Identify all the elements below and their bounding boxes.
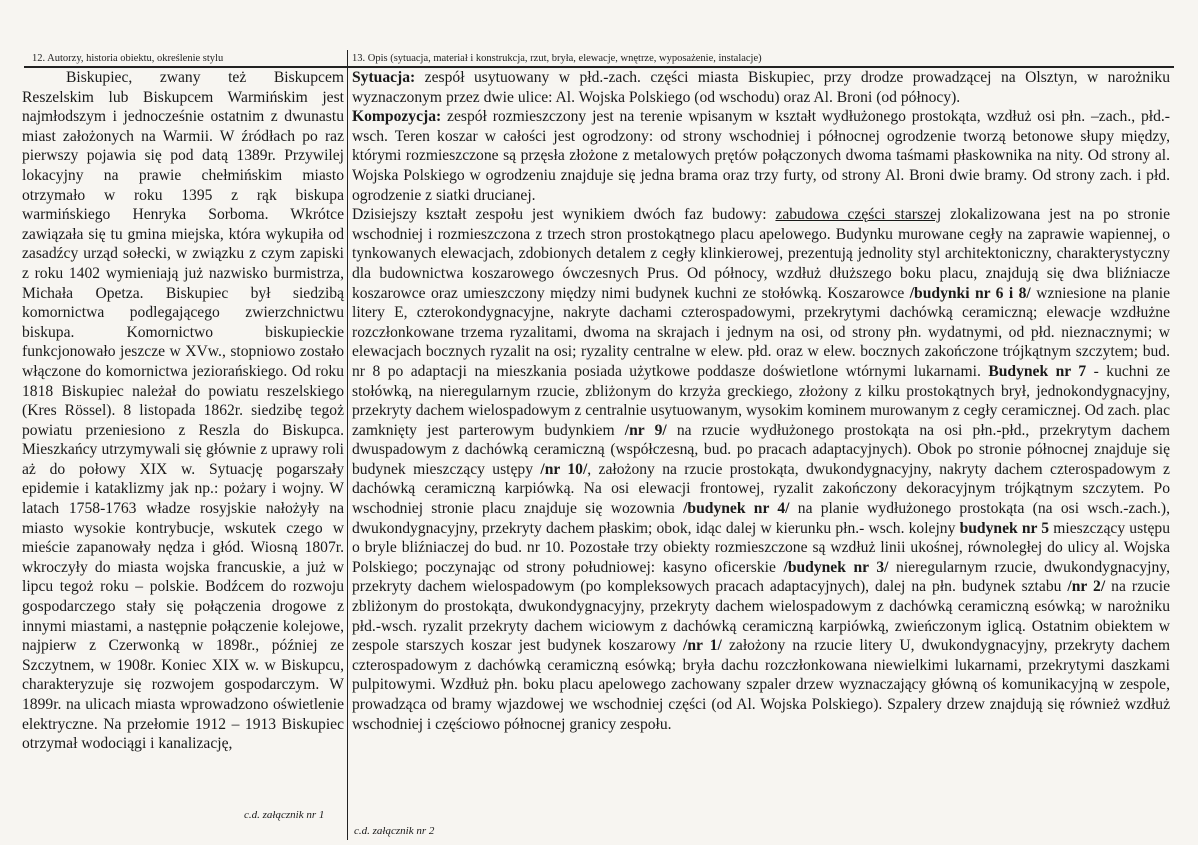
description-column [352, 68, 1170, 734]
left-column-header: 12. Autorzy, historia obiektu, określenie stylu [32, 53, 224, 64]
composition-paragraph: Kompozycja: zespół rozmieszczony jest na terenie wpisanym w kształt wydłużonego prostokąta, wzdłuż osi płn. –zach., płd.- wsch. Teren koszar w całości jest ogrodzony: od strony wschodniej i północnej ogrodzenie tworzą betonowe słupy między, którymi rozmieszczone są przęsła złożone z metalowych prętów połączonych dwoma taśmami płaskownika na nity. Od strony al. Wojska Polskiego w ogrodzeniu znajduje się jedna brama oraz trzy furty, od strony Al. Broni dwie bramy. Od strony zach. i płd. ogrodzenie z siatki drucianej. [352, 108, 1170, 204]
buildings-paragraph: Dzisiejszy kształt zespołu jest wynikiem dwóch faz budowy: zabudowa części starszej zlokalizowana jest na po stronie wschodniej i rozmieszczona z trzech stron prostokątnego placu apelowego. Budynku murowane cegły na zaprawie wapiennej, o tynkowanych elewacjach, zdobionych detalem z cegły klinkierowej, prezentują jednolity styl architektoniczny, charakterystyczny dla budownictwa koszarowego ówczesnych Prus. Od północy, wzdłuż dłuższego boku placu, znajdują się dwa bliźniacze koszarowce oraz umieszczony między nimi budynek kuchni ze stołówką. Koszarowce /budynki nr 6 i 8/ wzniesione na planie litery E, czterokondygnacyjne, nakryte dachami czterospadowymi, przekrytymi dachówką ceramiczną; elewacje wzdłużne rozczłonkowane trzema ryzalitami, dwoma na skrajach i jednym na osi, od strony płn. wydatnymi, od płd. nieznacznymi; w elewacjach bocznych ryzalit na osi; ryzality centralne w elew. płd. oraz w elew. bocznych zakończone trójkątnym szczytem; bud. nr 8 po adaptacji na mieszkania posiada użytkowe poddasze doświetlone wtórnymi lukarnami. Budynek nr 7 - kuchni ze stołówką, na nieregularnym rzucie, zbliżonym do krzyża greckiego, złożony z kilku prostokątnych brył, jednokondygnacyjny, przekryty dachem wielospadowym z centralnie usytuowanym, wysokim kominem murowanym z cegły ceramicznej. Od zach. plac zamknięty jest parterowym budynkiem /nr 9/ na rzucie wydłużonego prostokąta na osi płn.-płd., przekrytym dachem dwuspadowym z dachówką ceramiczną (współczesną, bud. po pracach adaptacyjnych). Obok po stronie północnej znajduje się budynek mieszczący ustępy /nr 10/, założony na rzucie prostokąta, dwukondygnacyjny, nakryty dachem czterospadowym z dachówką ceramiczną karpiówką. Na osi elewacji frontowej, ryzalit zakończony dekoracyjnym trójkątnym szczytem. Po wschodniej stronie placu znajduje się wozownia /budynek nr 4/ na planie wydłużonego prostokąta (na osi wsch.-zach.), dwukondygnacyjny, przekryty dachem płaskim; obok, idąc dalej w kierunku płn.- wsch. kolejny budynek nr 5 mieszczący ustępu o bryle bliźniaczej do bud. nr 10. Pozostałe trzy obiekty rozmieszczone są wzdłuż linii ukośnej, równoległej do ulicy al. Wojska Polskiego; poczynając od strony południowej: kasyno oficerskie /budynek nr 3/ nieregularnym rzucie, dwukondygnacyjny, przekryty dachem wielospadowym (po kompleksowych pracach adaptacyjnych), dalej na płn. budynek sztabu /nr 2/ na rzucie zbliżonym do prostokąta, dwukondygnacyjny, przekryty dachem wielospadowym z dachówką ceramiczną esówką; w narożniku płd.-wsch. ryzalit przekryty dachem wiciowym z dachówką ceramiczną karpiówką, zwieńczonym iglicą. Ostatnim obiektem w zespole starszych koszar jest budynek koszarowy /nr 1/ założony na rzucie litery U, dwukondygnacyjny, przekryty dachem czterospadowym z dachówką ceramiczną esówką; bryła dachu rozczłonkowana niewielkimi lukarnami, przekrytymi daszkami pulpitowymi. Wzdłuż płn. boku placu apelowego zachowany szpaler drzew wyznaczający główną oś komunikacyjną w zespole, prowadząca od bramy wjazdowej we wschodniej części (od Al. Wojska Polskiego). Szpalery drzew znajdują się również wzdłuż wschodniej i częściowo północnej granicy zespołu. [352, 206, 1171, 733]
right-column-header: 13. Opis (sytuacja, materiał i konstrukcja, rzut, bryła, elewacje, wnętrze, wyposażenie, instalacje) [352, 53, 762, 64]
column-divider [347, 50, 348, 840]
composition-label: Kompozycja: [352, 108, 442, 126]
situation-paragraph: Sytuacja: zespół usytuowany w płd.-zach. części miasta Biskupiec, przy drodze prowadzącej na Olsztyn, w narożniku wyznaczonym przez dwie ulice: Al. Wojska Polskiego (od wschodu) oraz Al. Broni (od północy). [352, 69, 1170, 106]
older-part-underline: zabudowa części starszej [775, 206, 942, 224]
right-continuation-note: c.d. załącznik nr 2 [354, 825, 435, 837]
history-column [22, 68, 344, 754]
left-continuation-note: c.d. załącznik nr 1 [244, 809, 325, 821]
situation-label: Sytuacja: [352, 69, 416, 86]
history-text: Biskupiec, zwany też Biskupcem Reszelskim lub Biskupcem Warmińskim jest najmłodszym i jednocześnie ostatnim z dwunastu miast założonych na Warmii. W źródłach po raz pierwszy pojawia się pod datą 1389r. Przywilej lokacyjny na prawie chełmińskim miasto otrzymało w roku 1395 z rąk biskupa warmińskiego Henryka Sorboma. Wkrótce zawiązała się tu gmina miejska, która wykupiła od zasadźcy urząd sołecki, w związku z czym zapiski z roku 1402 wymieniają już nazwisko burmistrza, Michała Opetza. Biskupiec był siedzibą komornictwa podlegającego zwierzchnictwu biskupa. Komornictwo biskupieckie funkcjonowało jeszcze w XVw., stopniowo zostało włączone do komornictwa jeziorańskiego. Od roku 1818 Biskupiec należał do powiatu reszelskiego (Kres Rössel). 8 listopada 1862r. siedzibę tegoż powiatu przeniesiono z Reszla do Biskupca. Mieszkańcy utrzymywali się głównie z uprawy roli aż do połowy XIX w. Sytuację pogarszały epidemie i kataklizmy jak np.: pożary i wojny. W latach 1758-1763 władze rosyjskie nałożyły na miasto wysokie kontrybucje, wskutek czego w mieście zapanowały nędza i głód. Wiosną 1807r. wkroczyły do miasta wojska francuskie, a już w lipcu tegoż roku – polskie. Bodźcem do rozwoju gospodarczego stały się połączenia drogowe z innymi miastami, a następnie połączenie kolejowe, najpierw z Czerwonką w 1898r., później ze Szczytnem, w 1908r. Koniec XIX w. w Biskupcu, charakteryzuje się rozwojem gospodarczym. W 1899r. na ulicach miasta wprowadzono oświetlenie elektryczne. Na przełomie 1912 – 1913 Biskupiec otrzymał wodociągi i kanalizację, [22, 69, 344, 753]
